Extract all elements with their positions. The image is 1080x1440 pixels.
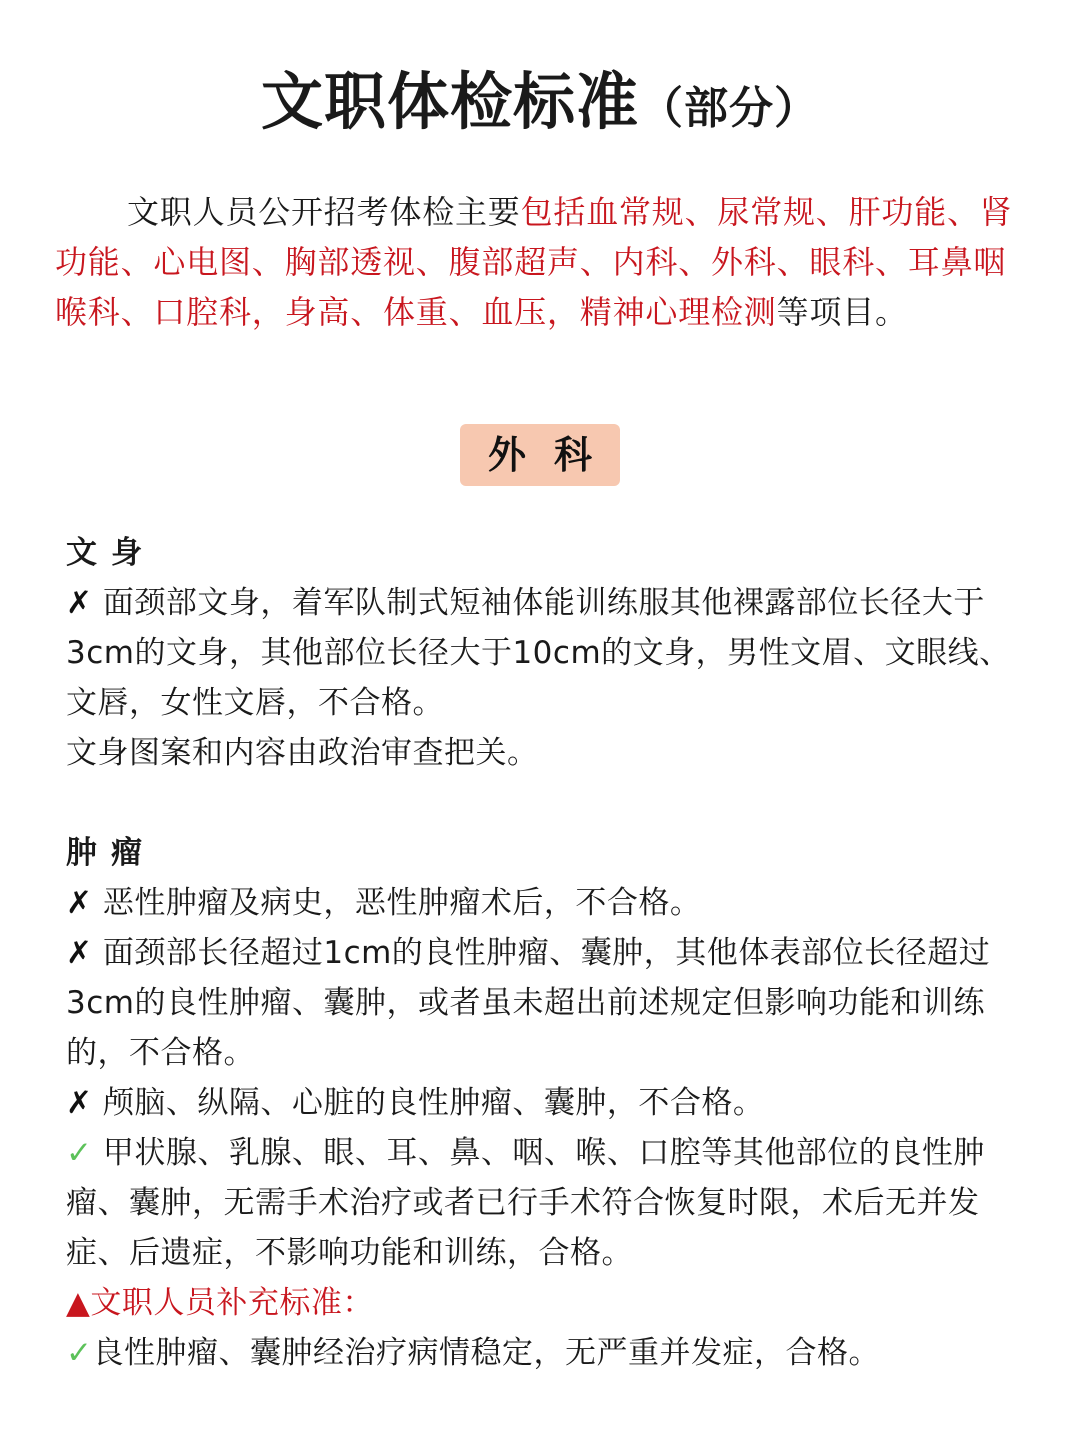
pass-check-icon: ✓ (66, 1135, 93, 1171)
tumor-fail-item (66, 878, 1041, 928)
tumor-heading: 肿瘤 (66, 835, 156, 871)
page-title-sub: （部分） (639, 83, 819, 134)
fail-mark-icon: ✗ (66, 935, 93, 971)
tumor-fail-item (66, 928, 1041, 1078)
tattoo-fail-item (66, 578, 1041, 728)
triangle-icon: ▲ (66, 1285, 91, 1321)
intro-paragraph (55, 187, 1030, 337)
tumor-section (66, 828, 1041, 1378)
fail-mark-icon: ✗ (66, 885, 93, 921)
supplement-pass-text: 良性肿瘤、囊肿经治疗病情稳定，无严重并发症，合格。 (92, 1335, 880, 1371)
section-badge-surgery: 外科 (460, 424, 620, 486)
tattoo-heading: 文身 (66, 535, 156, 571)
tattoo-fail-text: 面颈部文身，着军队制式短袖体能训练服其他裸露部位长径大于3cm的文身，其他部位长径大于10cm的文身，男性文眉、文眼线、文唇，女性文唇，不合格。 (66, 585, 1011, 721)
pass-check-icon: ✓ (66, 1335, 93, 1371)
supplement-pass-item (66, 1328, 1041, 1378)
tumor-fail-text-2: 面颈部长径超过1cm的良性肿瘤、囊肿，其他体表部位长径超过3cm的良性肿瘤、囊肿，或者虽未超出前述规定但影响功能和训练的，不合格。 (66, 935, 991, 1071)
tumor-fail-text-3: 颅脑、纵隔、心脏的良性肿瘤、囊肿，不合格。 (102, 1085, 765, 1121)
intro-suffix: 等项目。 (776, 293, 908, 331)
tumor-pass-text: 甲状腺、乳腺、眼、耳、鼻、咽、喉、口腔等其他部位的良性肿瘤、囊肿，无需手术治疗或者已行手术符合恢复时限，术后无并发症、后遗症，不影响功能和训练，合格。 (66, 1135, 985, 1271)
page-title-main: 文职体检标准 (260, 65, 639, 138)
supplement-title (66, 1278, 1041, 1328)
tattoo-note: 文身图案和内容由政治审查把关。 (66, 735, 539, 771)
intro-prefix: 文职人员公开招考体检主要 (127, 193, 521, 231)
tumor-fail-text-1: 恶性肿瘤及病史，恶性肿瘤术后，不合格。 (102, 885, 702, 921)
tattoo-section (66, 528, 1041, 778)
tumor-pass-item (66, 1128, 1041, 1278)
supplement-title-text: 文职人员补充标准： (90, 1285, 374, 1321)
tumor-fail-item (66, 1078, 1041, 1128)
fail-mark-icon: ✗ (66, 1085, 93, 1121)
page-title (0, 62, 1080, 149)
fail-mark-icon: ✗ (66, 585, 93, 621)
intro-highlight: 包括血常规、尿常规、肝功能、肾功能、心电图、胸部透视、腹部超声、内科、外科、眼科、耳鼻咽喉科、口腔科，身高、体重、血压，精神心理检测 (55, 193, 1013, 331)
